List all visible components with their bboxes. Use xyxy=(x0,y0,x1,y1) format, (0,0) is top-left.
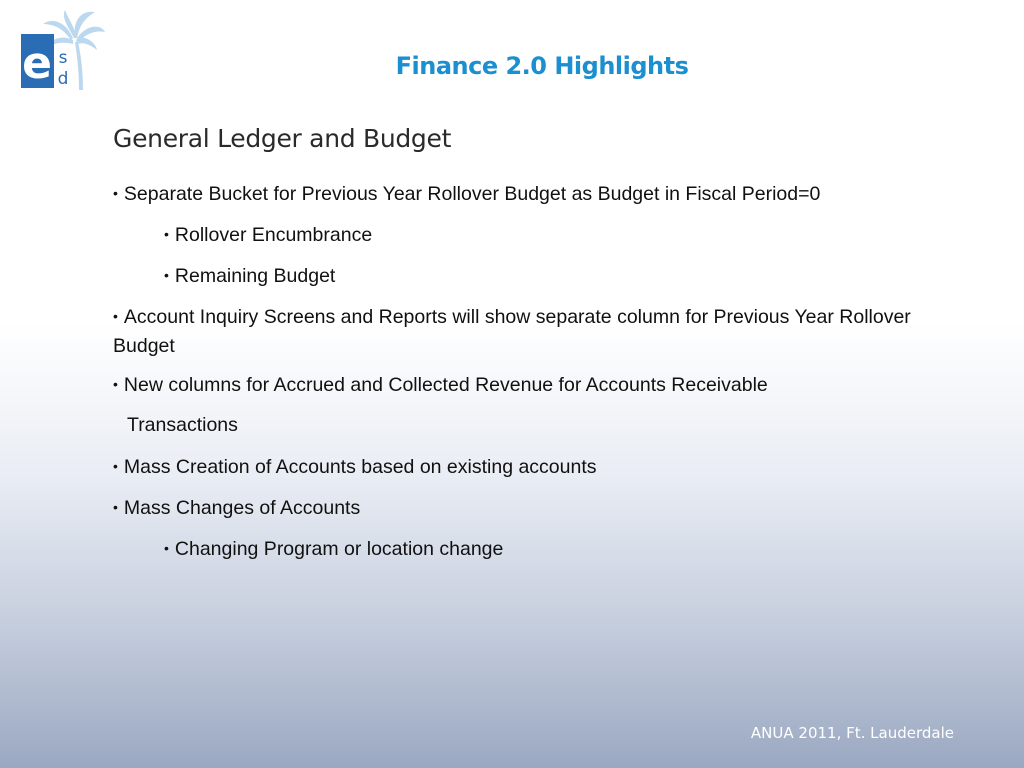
bullet-item xyxy=(113,303,913,360)
footer-text: ANUA 2011, Ft. Lauderdale xyxy=(750,724,954,742)
bullet-text: Mass Changes of Accounts xyxy=(123,497,361,519)
bullet-text: Separate Bucket for Previous Year Rollover Budget as Budget in Fiscal Period=0 xyxy=(123,183,821,205)
logo-letter-d: d xyxy=(57,69,69,89)
sub-bullet-item xyxy=(164,262,335,291)
bullet-item xyxy=(113,371,768,400)
bullet-text: New columns for Accrued and Collected Revenue for Accounts Receivable xyxy=(123,374,768,396)
logo-letter-s: s xyxy=(58,48,68,68)
slide-title: Finance 2.0 Highlights xyxy=(395,52,689,80)
logo-letter-e: e xyxy=(22,38,52,89)
bullet-marker: • xyxy=(113,185,118,201)
bullet-text: Remaining Budget xyxy=(174,265,336,287)
bullet-marker: • xyxy=(164,226,169,242)
bullet-text: Changing Program or location change xyxy=(174,538,504,560)
bullet-text: Account Inquiry Screens and Reports will show separate column for Previous Year Rollover Budget xyxy=(113,306,911,357)
bullet-text: Mass Creation of Accounts based on existing accounts xyxy=(123,456,597,478)
slide-subtitle: General Ledger and Budget xyxy=(113,124,452,153)
bullet-item xyxy=(113,180,820,209)
bullet-marker: • xyxy=(113,308,118,324)
bullet-marker: • xyxy=(113,458,118,474)
bullet-marker: • xyxy=(113,376,118,392)
sub-bullet-item xyxy=(164,221,372,250)
bullet-text: Rollover Encumbrance xyxy=(174,224,373,246)
sub-bullet-item xyxy=(164,535,503,564)
bullet-continuation: Transactions xyxy=(127,414,238,436)
bullet-item xyxy=(113,453,597,482)
bullet-marker: • xyxy=(164,540,169,556)
bullet-marker: • xyxy=(113,499,118,515)
bullet-marker: • xyxy=(164,267,169,283)
bullet-item xyxy=(113,494,360,523)
